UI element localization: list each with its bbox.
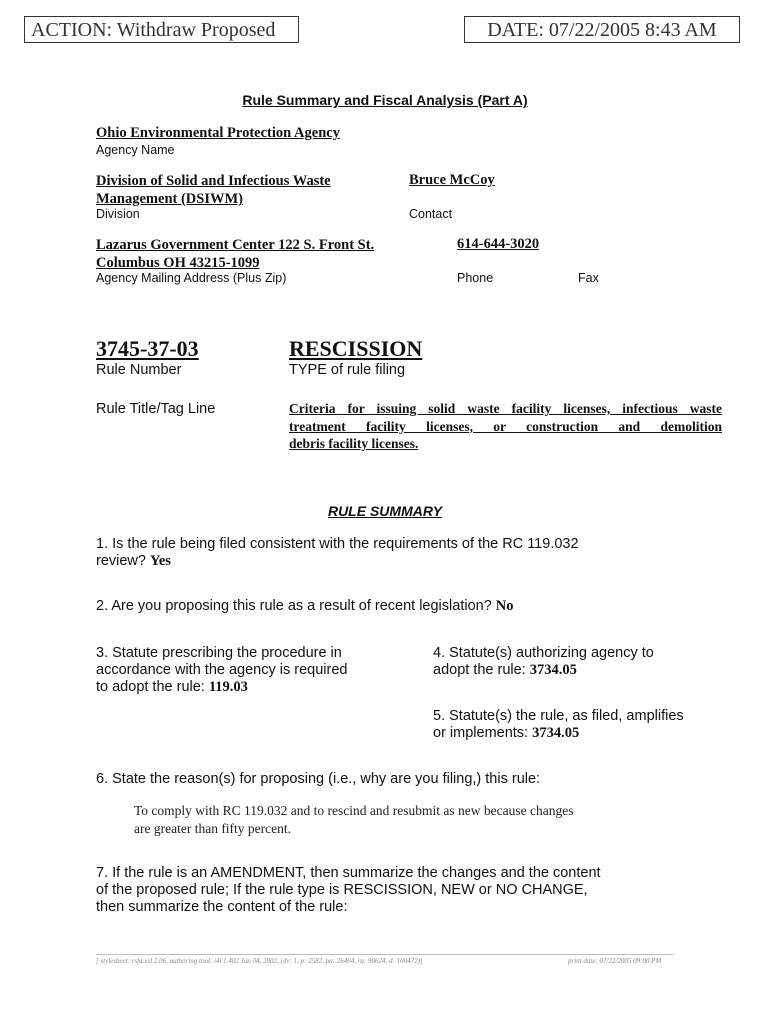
division-line1: Division of Solid and Infectious Waste: [96, 173, 331, 189]
rule-type: RESCISSION: [289, 336, 423, 361]
q3-line2: accordance with the agency is required: [96, 662, 348, 678]
q4-line2: adopt the rule:: [433, 662, 526, 678]
q4-answer: 3734.05: [529, 662, 577, 678]
footer-right: print date: 07/22/2005 09:00 PM: [568, 957, 662, 965]
phone-value: 614-644-3020: [457, 236, 540, 252]
q2-answer: No: [495, 598, 514, 614]
division-label: Division: [96, 207, 140, 221]
phone-label: Phone: [457, 271, 494, 285]
contact-label: Contact: [409, 207, 453, 221]
q7-line3: then summarize the content of the rule:: [96, 899, 348, 915]
q1-line2: review?: [96, 553, 146, 569]
q3-line1: 3. Statute prescribing the procedure in: [96, 645, 342, 661]
footer-divider: [96, 954, 674, 955]
address-line2: Columbus OH 43215-1099: [96, 255, 260, 271]
division-line2: Management (DSIWM): [96, 191, 243, 207]
fax-label: Fax: [578, 271, 599, 285]
question-1: [96, 536, 696, 570]
question-6: 6. State the reason(s) for proposing (i.e., why are you filing,) this rule:: [96, 771, 541, 787]
q4-line1: 4. Statute(s) authorizing agency to: [433, 645, 654, 661]
question-7: [96, 865, 696, 916]
q6-answer-line2: are greater than fifty percent.: [134, 821, 292, 836]
date-box: [464, 16, 740, 43]
rule-number: 3745-37-03: [96, 336, 199, 361]
question-2: [96, 598, 514, 615]
page-title: Rule Summary and Fiscal Analysis (Part A): [242, 92, 528, 108]
q1-answer: Yes: [150, 553, 171, 569]
q6-answer-line1: To comply with RC 119.032 and to rescind and resubmit as new because changes: [134, 803, 574, 818]
rule-title-value: [289, 400, 722, 453]
q5-line1: 5. Statute(s) the rule, as filed, amplifies: [433, 708, 684, 724]
rule-title-line3: debris facility licenses.: [289, 436, 419, 451]
action-box: [24, 16, 299, 43]
q7-line1: 7. If the rule is an AMENDMENT, then summarize the changes and the content: [96, 865, 601, 881]
agency-name-label: Agency Name: [96, 143, 175, 157]
contact-value: Bruce McCoy: [409, 172, 495, 188]
q3-line3: to adopt the rule:: [96, 679, 205, 695]
rule-title-line1: Criteria for issuing solid waste facility licenses, infectious waste: [289, 401, 722, 416]
rule-type-label: TYPE of rule filing: [289, 362, 406, 378]
q3-answer: 119.03: [208, 679, 248, 695]
rule-number-label: Rule Number: [96, 362, 182, 378]
q1-line1: 1. Is the rule being filed consistent with the requirements of the RC 119.032: [96, 536, 579, 552]
rule-title-label: Rule Title/Tag Line: [96, 401, 216, 417]
q2-text: 2. Are you proposing this rule as a result of recent legislation?: [96, 598, 492, 614]
rule-title-line2: treatment facility licenses, or construction and demolition: [289, 418, 722, 434]
division-value: [96, 172, 331, 208]
agency-name: Ohio Environmental Protection Agency: [96, 125, 340, 141]
footer-left: [ stylesheet: rsfa.xsl 2.06, authoring tool: i4i 1.402 Jan 04, 2002, (dv: 1, p: 2582, pa: 26464, ra: 90624, d: 100472)]: [96, 957, 423, 965]
action-text: ACTION: Withdraw Proposed: [31, 19, 276, 41]
question-5: [433, 708, 733, 742]
question-4: [433, 645, 733, 679]
q5-answer: 3734.05: [532, 725, 580, 741]
rule-summary-heading: RULE SUMMARY: [327, 503, 443, 519]
q6-answer: [134, 802, 573, 838]
date-text: DATE: 07/22/2005 8:43 AM: [487, 19, 717, 41]
question-3: [96, 645, 406, 696]
q7-line2: of the proposed rule; If the rule type is RESCISSION, NEW or NO CHANGE,: [96, 882, 588, 898]
q5-line2: or implements:: [433, 725, 529, 741]
address-label: Agency Mailing Address (Plus Zip): [96, 271, 287, 285]
address-value: [96, 236, 374, 272]
address-line1: Lazarus Government Center 122 S. Front St.: [96, 237, 375, 253]
